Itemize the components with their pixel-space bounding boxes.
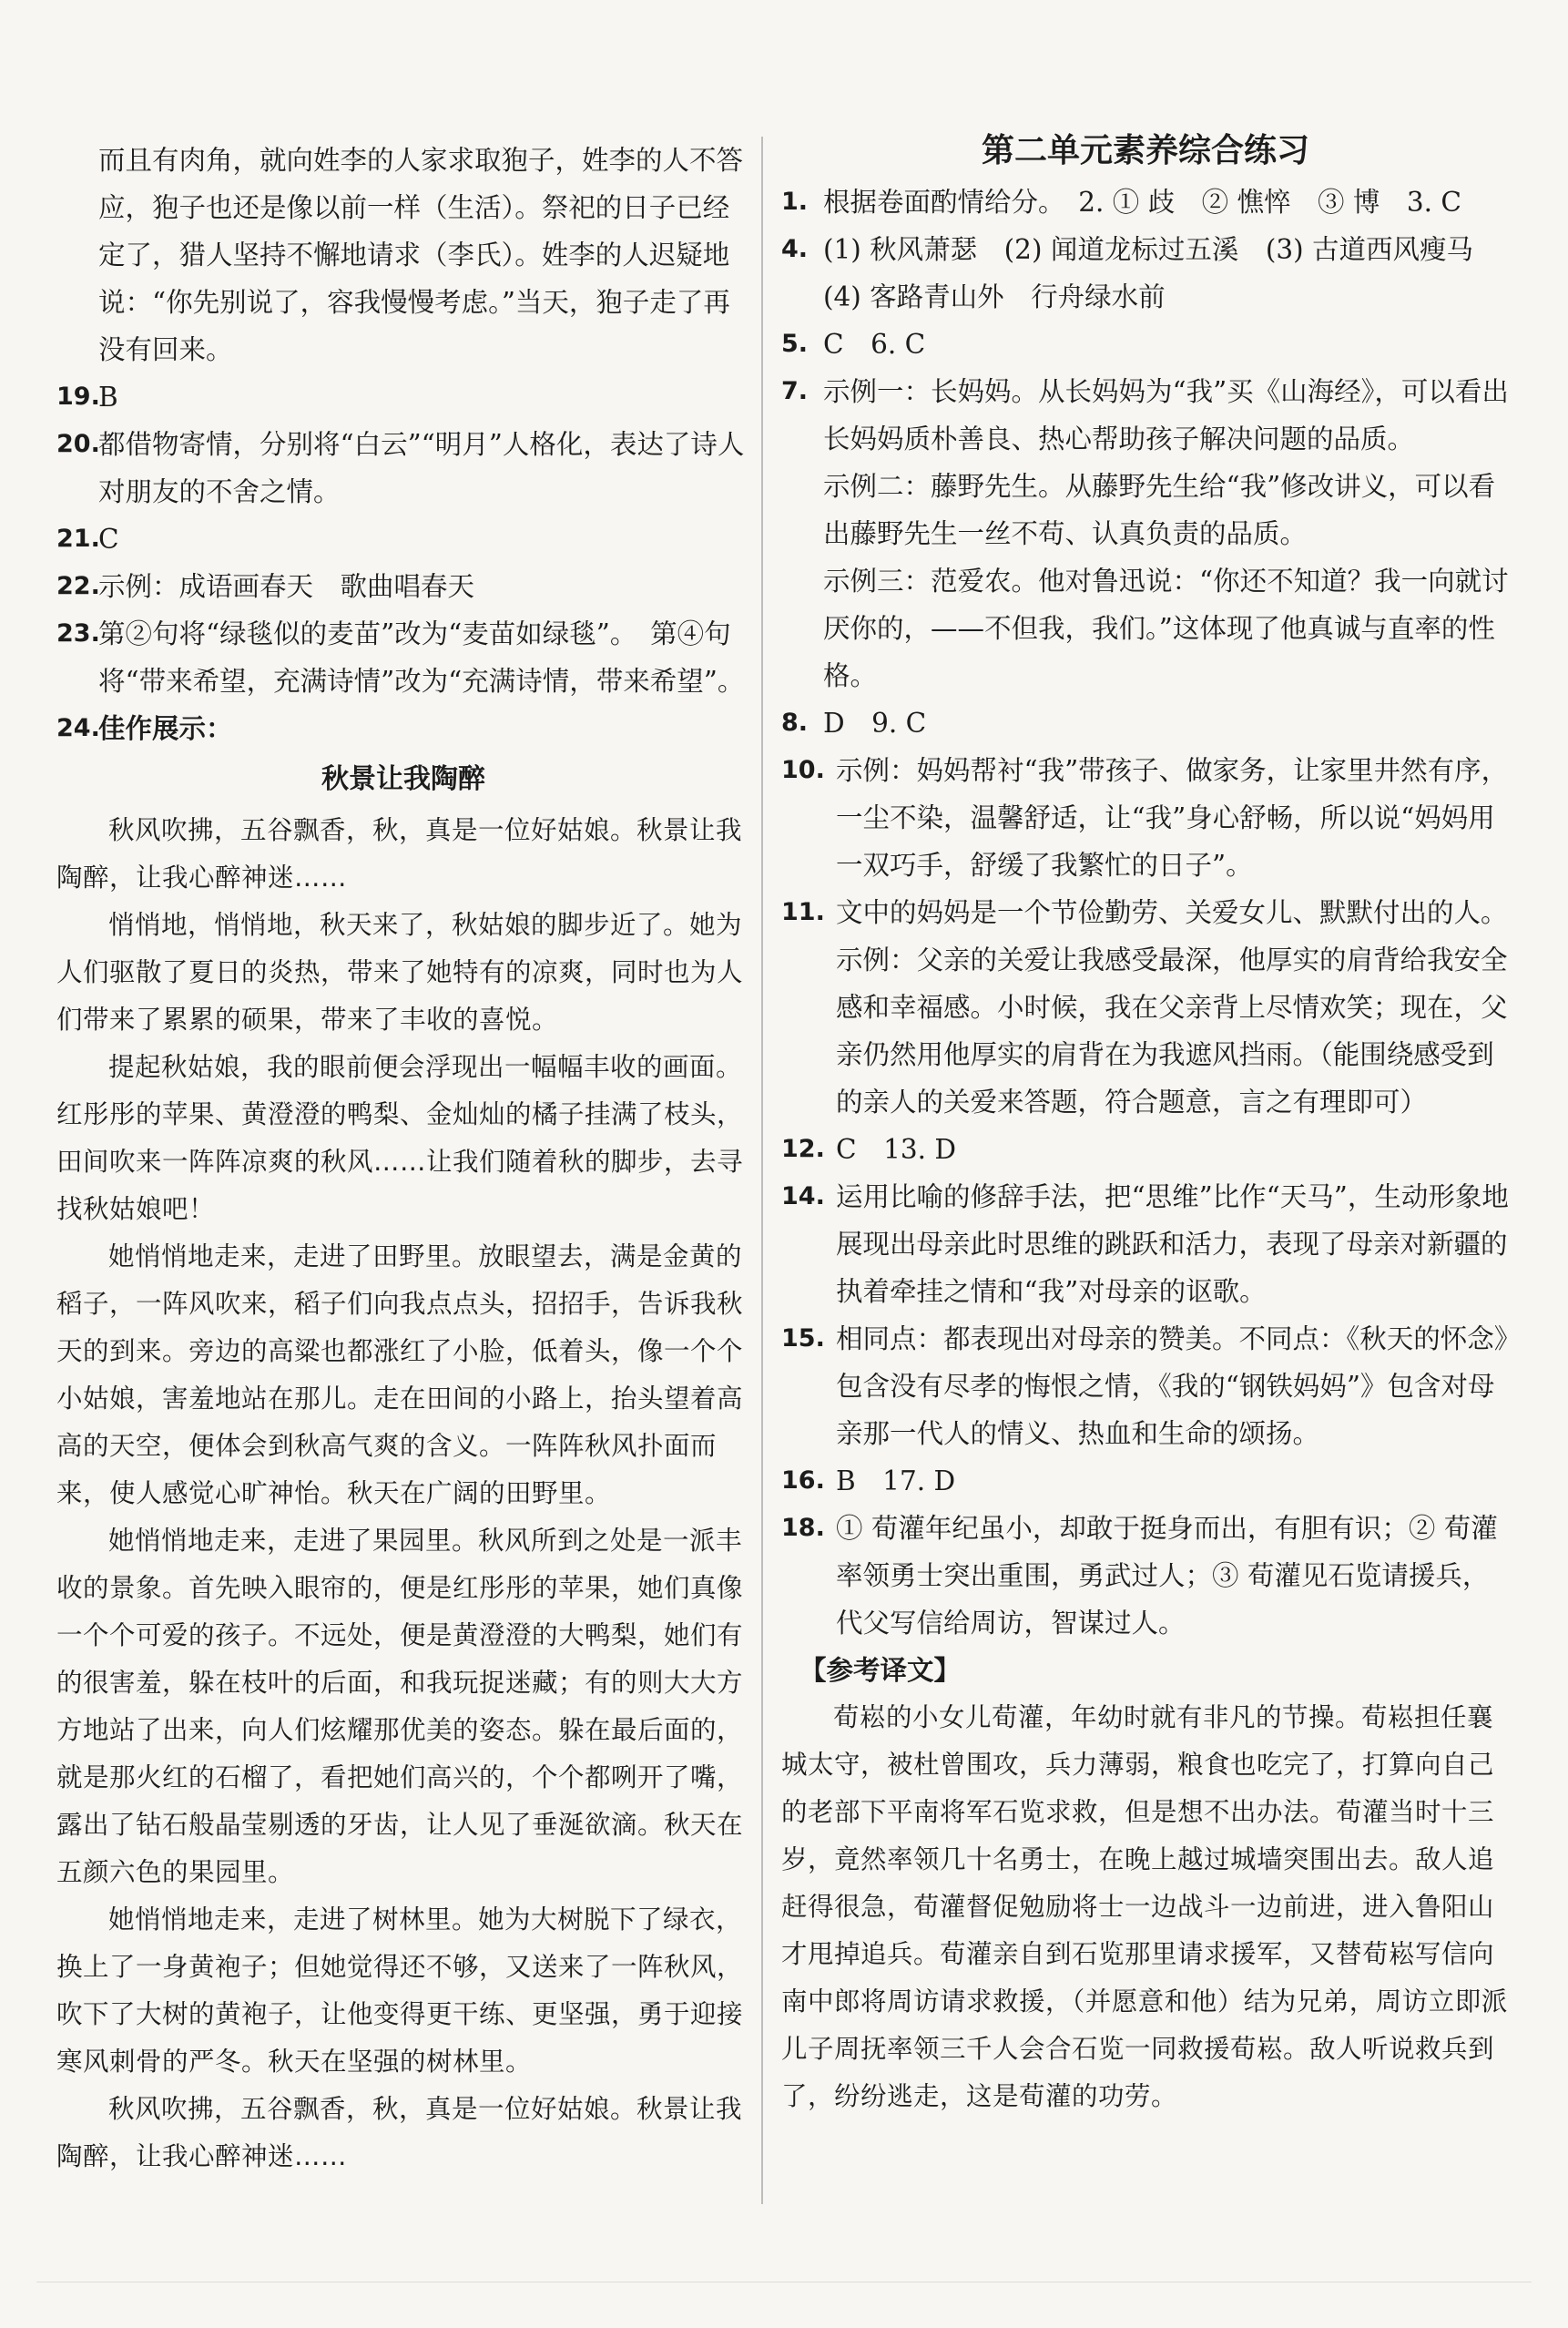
answer-20 [56,421,750,516]
answer-text: D 9. C [823,708,927,739]
answer-text: 根据卷面酌情给分。 2. ① 歧 ② 憔悴 ③ 博 3. C [823,187,1461,218]
example-one: 示例一：长妈妈。从长妈妈为“我”买《山海经》，可以看出长妈妈质朴善良、热心帮助孩子解决问题的品质。 [823,376,1509,454]
answer-text: 都借物寄情，分别将“白云”“明月”人格化，表达了诗人对朋友的不舍之情。 [98,429,745,507]
answer-number: 21. [56,525,100,553]
answer-number: 8. [781,709,809,737]
answer-text: (1) 秋风萧瑟 (2) 闻道龙标过五溪 (3) 古道西风瘦马 (4) 客路青山外 行舟绿水前 [823,234,1501,312]
answer-text: 相同点：都表现出对母亲的赞美。不同点：《秋天的怀念》包含没有尽孝的悔恨之情，《我的“钢铁妈妈”》包含对母亲那一代人的情义、热血和生命的颂扬。 [836,1323,1508,1449]
answer-number: 4. [781,235,809,263]
answer-number: 5. [781,330,809,358]
answer-text: B 17. D [836,1465,956,1496]
essay-paragraph: 她悄悄地走来，走进了果园里。秋风所到之处是一派丰收的景象。首先映入眼帘的，便是红彤彤的苹果，她们真像一个个可爱的孩子。不远处，便是黄澄澄的大鸭梨，她们有的很害羞，躲在枝叶的后面，和我玩捉迷藏；有的则大大方方地站了出来，向人们炫耀那优美的姿态。躲在最后面的，就是那火红的石榴了，看把她们高兴的，个个都咧开了嘴，露出了钻石般晶莹剔透的牙齿，让人见了垂涎欲滴。秋天在五颜六色的果园里。 [56,1526,744,1887]
answer-11 [781,889,1510,1126]
essay-paragraph: 提起秋姑娘，我的眼前便会浮现出一幅幅丰收的画面。红彤彤的苹果、黄澄澄的鸭梨、金灿灿的橘子挂满了枝头，田间吹来一阵阵凉爽的秋风……让我们随着秋的脚步，去寻找秋姑娘吧！ [56,1052,744,1224]
answer-text: 佳作展示： [98,713,233,744]
answer-number: 7. [781,377,809,405]
answer-22 [56,563,750,610]
reference-translation [781,1694,1510,2120]
answer-7 [781,368,1510,699]
answer-number: 11. [781,898,825,926]
right-column [781,132,1510,2120]
column-divider [761,137,763,2204]
answer-15 [781,1315,1510,1457]
answer-number: 23. [56,619,100,648]
answer-number: 12. [781,1135,825,1163]
answer-text: 示例：妈妈帮衬“我”带孩子、做家务，让家里井然有序，一尘不染，温馨舒适，让“我”身心舒畅，所以说“妈妈用一双巧手，舒缓了我繁忙的日子”。 [836,755,1509,881]
section-title: 第二单元素养综合练习 [981,132,1309,169]
answer-text: C [98,524,119,555]
answer-18 [781,1505,1510,1647]
essay-paragraph: 她悄悄地走来，走进了树林里。她为大树脱下了绿衣，换上了一身黄袍子；但她觉得还不够，又送来了一阵秋风，吹下了大树的黄袍子，让他变得更干练、更坚强，勇于迎接寒风刺骨的严冬。秋天在坚强的树林里。 [56,1904,744,2077]
answer-19 [56,373,750,421]
essay-paragraph: 秋风吹拂，五谷飘香，秋，真是一位好姑娘。秋景让我陶醉，让我心醉神迷…… [56,815,743,893]
essay-body [56,807,750,2180]
answer-text: 第②句将“绿毯似的麦苗”改为“麦苗如绿毯”。 第④句将“带来希望，充满诗情”改为“充满诗情，带来希望”。 [98,618,745,697]
answer-5 [781,321,1510,368]
answer-4 [781,226,1510,321]
example-three: 示例三：范爱农。他对鲁迅说：“你还不知道？我一向就讨厌你的，——不但我，我们。”这体现了他真诚与直率的性格。 [823,566,1509,691]
answer-text: ① 荀灌年纪虽小，却敢于挺身而出，有胆有识；② 荀灌率领勇士突出重围，勇武过人；③ 荀灌见石览请援兵，代父写信给周访，智谋过人。 [836,1513,1498,1639]
answer-number: 14. [781,1182,825,1210]
answer-8 [781,699,1510,747]
answer-16 [781,1457,1510,1505]
answer-10 [781,747,1510,889]
answer-number: 16. [781,1466,825,1495]
answer-1 [781,179,1510,226]
essay-paragraph: 悄悄地，悄悄地，秋天来了，秋姑娘的脚步近了。她为人们驱散了夏日的炎热，带来了她特有的凉爽，同时也为人们带来了累累的硕果，带来了丰收的喜悦。 [56,910,744,1035]
answer-12 [781,1126,1510,1173]
answer-text: 运用比喻的修辞手法，把“思维”比作“天马”，生动形象地展现出母亲此时思维的跳跃和活力，表现了母亲对新疆的执着牵挂之情和“我”对母亲的讴歌。 [836,1181,1509,1307]
essay-title: 秋景让我陶醉 [321,763,485,795]
answer-number: 15. [781,1324,825,1353]
answer-24 [56,705,750,752]
left-column [56,137,750,2180]
answer-number: 18. [781,1514,825,1542]
essay-paragraph: 秋风吹拂，五谷飘香，秋，真是一位好姑娘。秋景让我陶醉，让我心醉神迷…… [56,2094,743,2171]
answer-number: 1. [781,188,809,216]
answer-text: 文中的妈妈是一个节俭勤劳、关爱女儿、默默付出的人。示例：父亲的关爱让我感受最深，他厚实的肩背给我安全感和幸福感。小时候，我在父亲背上尽情欢笑；现在，父亲仍然用他厚实的肩背在为我遮风挡雨。（能围绕感受到的亲人的关爱来答题，符合题意，言之有理即可） [836,897,1508,1118]
example-two: 示例二：藤野先生。从藤野先生给“我”修改讲义，可以看出藤野先生一丝不苟、认真负责的品质。 [823,471,1496,549]
answer-21 [56,516,750,563]
answer-text: B [98,382,118,413]
answer-23 [56,610,750,705]
answer-text: C 6. C [823,329,926,360]
answer-text: 示例：成语画春天 歌曲唱春天 [98,571,475,602]
translation-paragraph: 荀崧的小女儿荀灌，年幼时就有非凡的节操。荀崧担任襄城太守，被杜曾围攻，兵力薄弱，粮食也吃完了，打算向自己的老部下平南将军石览求救，但是想不出办法。荀灌当时十三岁，竟然率领几十名勇士，在晚上越过城墙突围出去。敌人追赶得很急，荀灌督促勉励将士一边战斗一边前进，进入鲁阳山才甩掉追兵。荀灌亲自到石览那里请求援军，又替荀崧写信向南中郎将周访请求救援，（并愿意和他）结为兄弟，周访立即派儿子周抚率领三千人会合石览一同救援荀崧。敌人听说救兵到了，纷纷逃走，这是荀灌的功劳。 [781,1702,1508,2111]
answer-text: C 13. D [836,1134,957,1165]
answer-text [823,368,1510,699]
essay-paragraph: 她悄悄地走来，走进了田野里。放眼望去，满是金黄的稻子，一阵风吹来，稻子们向我点点头，招招手，告诉我秋天的到来。旁边的高粱也都涨红了小脸，低着头，像一个个小姑娘，害羞地站在那儿。走在田间的小路上，抬头望着高高的天空，便体会到秋高气爽的含义。一阵阵秋风扑面而来，使人感觉心旷神怡。秋天在广阔的田野里。 [56,1241,744,1508]
answer-number: 24. [56,714,100,742]
answer-number: 19. [56,383,100,411]
answer-number: 22. [56,572,100,600]
answer-number: 20. [56,430,100,458]
answer-14 [781,1173,1510,1315]
answer-number: 10. [781,756,825,784]
reference-translation-label: 【参考译文】 [799,1655,962,1686]
translation-continuation: 而且有肉角，就向姓李的人家求取狍子，姓李的人不答应，狍子也还是像以前一样（生活）。祭祀的日子已经定了，猎人坚持不懈地请求（李氏）。姓李的人迟疑地说：“你先别说了，容我慢慢考虑。”当天，狍子走了再没有回来。 [98,145,744,365]
